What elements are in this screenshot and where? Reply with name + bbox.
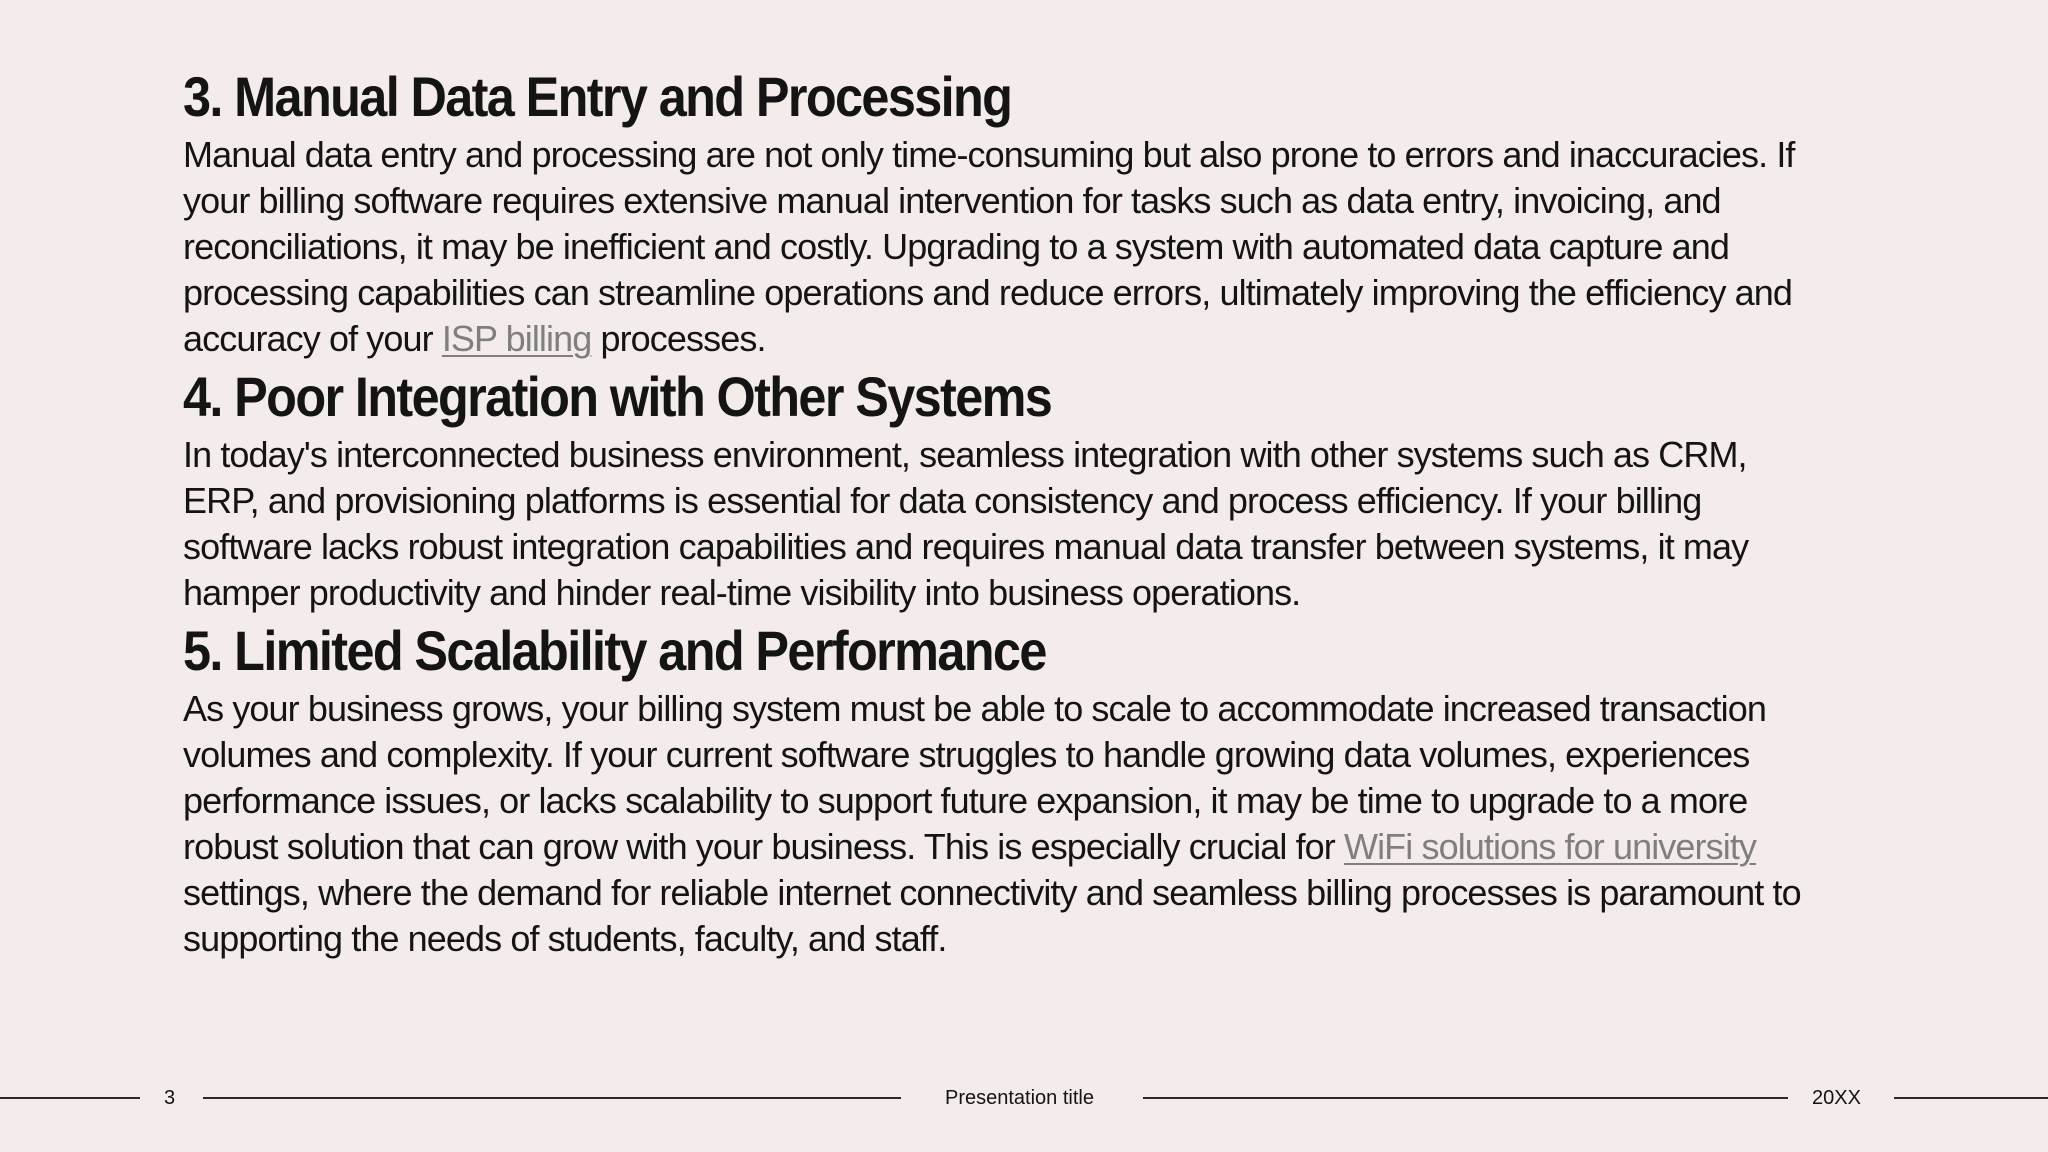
footer-rule-right — [1894, 1097, 2048, 1099]
section-text: settings, where the demand for reliable internet connectivity and seamless billing processes is paramount to supporting the needs of students, faculty, and staff. — [183, 872, 1801, 959]
section-text: processes. — [591, 318, 766, 359]
section-text: As your business grows, your billing system must be able to scale to accommodate increased transaction volumes and complexity. If your current software struggles to handle growing data volumes, experiences performance issues, or lacks scalability to support future expansion, it may be time to upgrade to a more robust solution that can grow with your business. This is especially crucial for — [183, 688, 1766, 867]
presentation-title: Presentation title — [945, 1087, 1094, 1109]
link-isp-billing[interactable]: ISP billing — [441, 318, 592, 359]
footer-rule-left — [0, 1097, 140, 1099]
section-title-limited-scalability: 5. Limited Scalability and Performance — [183, 619, 1046, 682]
footer-rule-center-left — [203, 1097, 901, 1099]
slide-footer — [0, 1084, 2048, 1112]
slide-content — [183, 62, 1823, 962]
section-body-poor-integration: In today's interconnected business environment, seamless integration with other systems such as CRM, ERP, and provisioning platforms is essential for data consistency and process efficiency. If your billing software lacks robust integration capabilities and requires manual data transfer between systems, it may hamper productivity and hinder real-time visibility into business operations. — [183, 434, 1749, 613]
link-wifi-solutions-university[interactable]: WiFi solutions for university — [1344, 826, 1757, 867]
section-title-poor-integration: 4. Poor Integration with Other Systems — [183, 365, 1052, 428]
footer-date: 20XX — [1812, 1087, 1861, 1109]
section-body-limited-scalability — [183, 686, 1823, 962]
section-body-manual-data-entry — [183, 132, 1823, 362]
section-title-manual-data-entry: 3. Manual Data Entry and Processing — [183, 65, 1012, 128]
section-text: Manual data entry and processing are not only time-consuming but also prone to errors and inaccuracies. If your billing software requires extensive manual intervention for tasks such as data entry, invoicing, and reconciliations, it may be inefficient and costly. Upgrading to a system with automated data capture and processing capabilities can streamline operations and reduce errors, ultimately improving the efficiency and accuracy of your — [183, 134, 1795, 359]
page-number: 3 — [164, 1087, 176, 1109]
footer-rule-center-right — [1143, 1097, 1788, 1099]
